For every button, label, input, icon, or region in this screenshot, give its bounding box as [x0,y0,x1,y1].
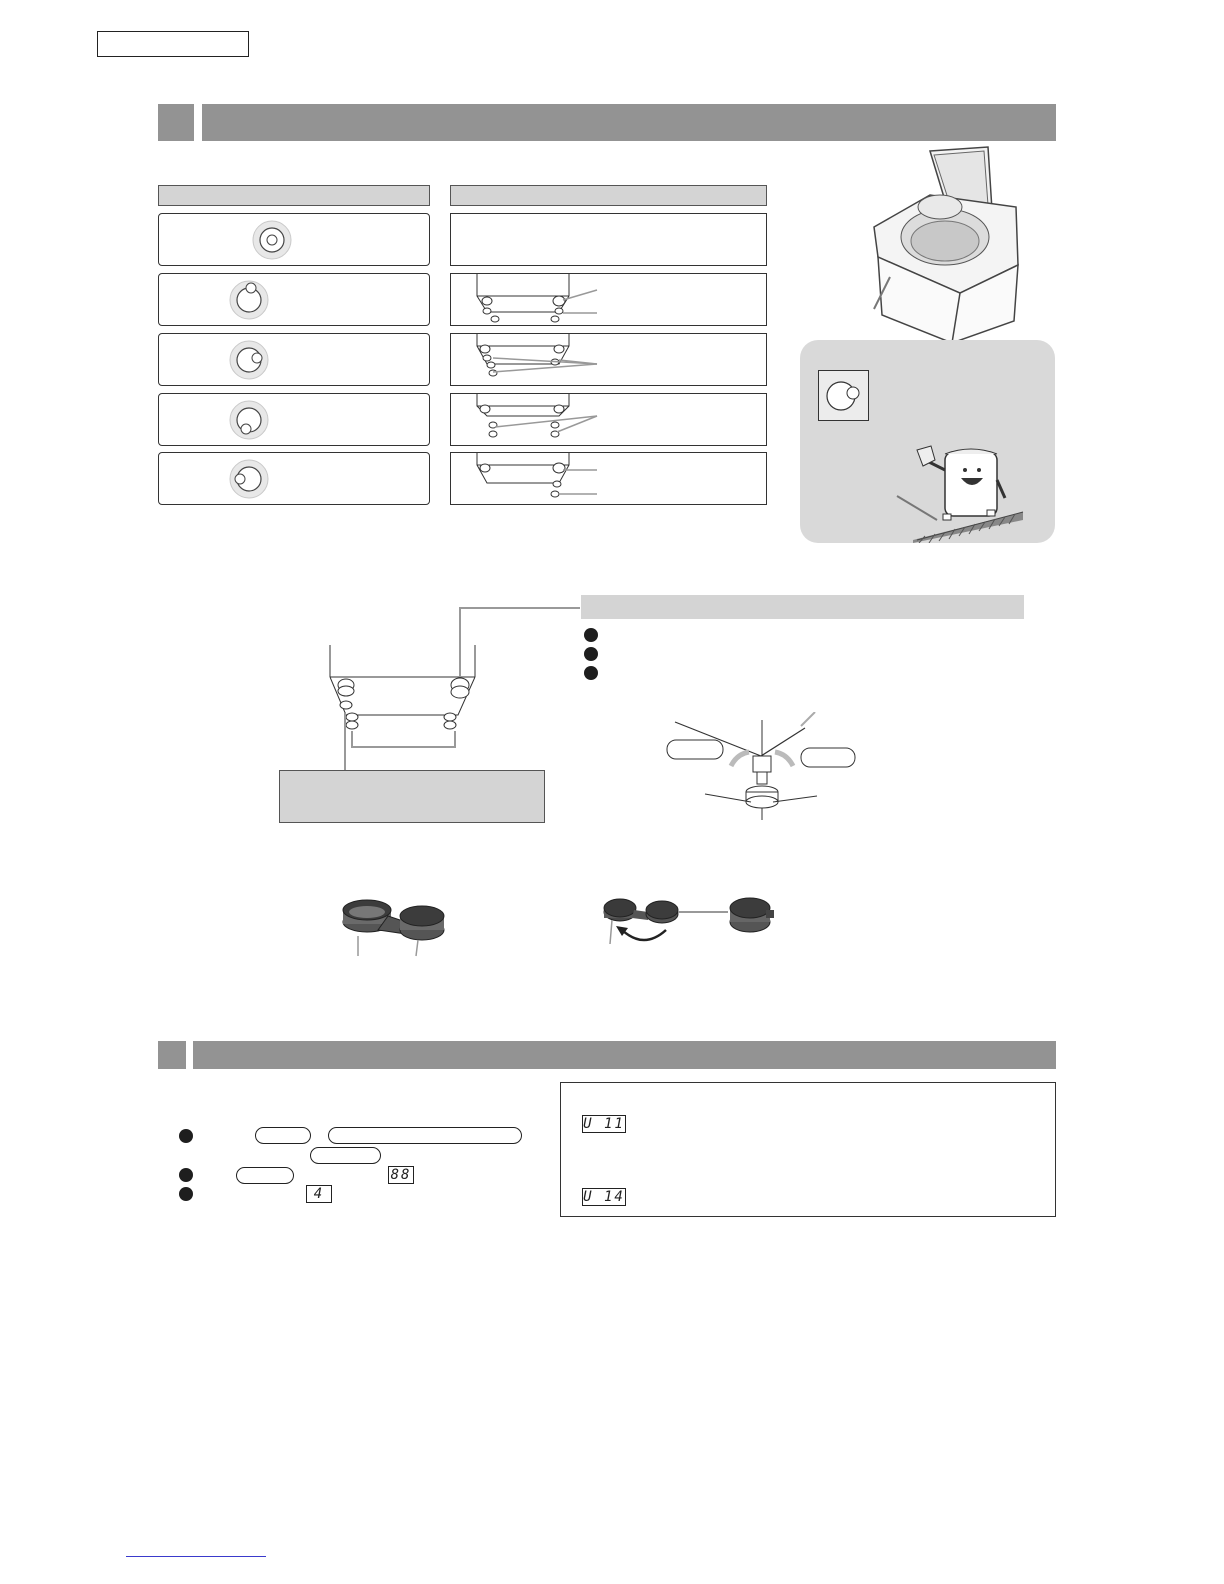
level-indicator-top-icon [159,274,429,325]
button-key-d [236,1167,294,1184]
bracket-note-box [279,770,545,823]
level-row-1 [158,213,430,266]
level-info-panel [800,340,1055,543]
action-row-4 [450,393,767,446]
display-program-number: 4 [306,1185,332,1203]
leg-diagram-icon [451,334,766,385]
section2-step-1-bullet [179,1129,193,1143]
level-row-2 [158,273,430,326]
code-display-u14: U 14 [583,1189,625,1205]
button-key-b [328,1127,522,1144]
level-indicator-bottom-icon [159,394,429,445]
step-2-bullet [584,647,598,661]
action-row-2 [450,273,767,326]
level-indicator-off-center-icon [819,371,868,420]
section2-number-block [158,1041,186,1069]
mascot-illustration [895,440,1055,543]
error-code-panel [560,1082,1056,1217]
action-row-5 [450,452,767,505]
display-all-segments: 88 [388,1166,414,1184]
level-indicator-left-icon [159,453,429,504]
level-row-5 [158,452,430,505]
section2-step-2-bullet [179,1168,193,1182]
step-1-bullet [584,628,598,642]
section1-title-bar [202,104,1056,141]
leg-cap-pair-illustration [338,890,453,958]
button-key-a [255,1127,311,1144]
leg-cap-fitting-illustration [600,890,780,950]
action-row-3 [450,333,767,386]
section2-title-bar [193,1041,1056,1069]
adjust-legs-header [581,595,1024,619]
col-right-header [450,185,767,206]
washing-machine-illustration [860,145,1030,345]
step-3-bullet [584,666,598,680]
leg-diagram-icon [451,453,766,504]
col-left-header [158,185,430,206]
action-row-1 [450,213,767,266]
button-key-c [310,1147,381,1164]
leg-diagram-icon [451,394,766,445]
level-indicator-right-icon [159,334,429,385]
section2-step-3-bullet [179,1187,193,1201]
level-row-3 [158,333,430,386]
machine-base-diagram [320,605,590,775]
corner-label-box [97,31,249,57]
level-indicator-centered-icon [159,214,429,265]
leg-diagram-icon [451,274,766,325]
bottom-link-underline[interactable] [126,1556,266,1557]
leg-adjust-closeup [665,712,865,824]
section1-number-block [158,104,194,141]
level-row-4 [158,393,430,446]
code-display-u11: U 11 [583,1116,625,1132]
level-indicator-sample [818,370,869,421]
